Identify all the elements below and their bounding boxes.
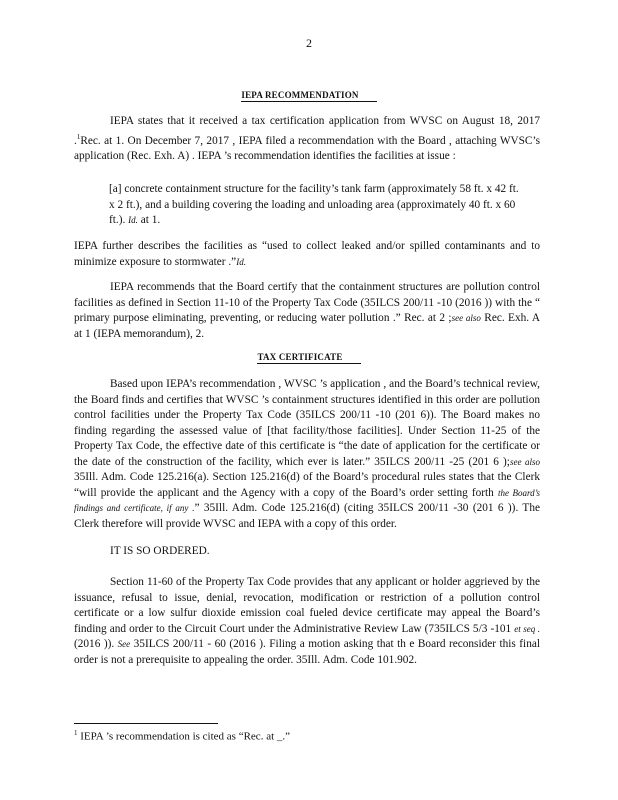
paragraph-iepa-received (74, 114, 540, 164)
paragraph-appeal-rights (74, 575, 540, 668)
block-quote-facilities (109, 182, 519, 229)
section-heading-tax (0, 352, 618, 364)
paragraph-board-finds (74, 377, 540, 532)
quote-citation-tail: at 1. (137, 214, 161, 226)
paragraph-text: Based upon IEPA’s recommendation , WVSC ’s application , and the Board’s technical review, the Board finds and certifies that WVSC ’s containment structures identified in this order are pollution control facilities under the Property Tax Code (35ILCS 200/11 -10 (201 6)). The Board makes no finding regarding the assessed value of [that facility/those facilities]. Under Section 11-25 of the Property Tax Code, the effective date of this certificate is “the date of application for the certificate or the date of the construction of the facility, which ever is later.” 35ILCS 200/11 -25 (201 6 ); (74, 378, 540, 468)
citation-italic: et seq . (514, 623, 540, 634)
paragraph-iepa-describes (74, 239, 540, 270)
footnote-reference: 1 (76, 132, 81, 141)
citation-italic: see also (509, 456, 540, 467)
ordered-line (74, 544, 540, 560)
paragraph-text: IEPA further describes the facilities as “used to collect leaked and/or spilled contaminants and to minimize exposure to stormwater .” (74, 240, 540, 268)
paragraph-text: Rec. Exh. A at 1 (IEPA memorandum), 2. (74, 312, 540, 340)
paragraph-text: IEPA recommends that the Board certify that the containment structures are pollution control facilities as defined in Section 11-10 of the Property Tax Code (35ILCS 200/11 -10 (2016 )) with the “ primary purpose eliminating, preventing, or reducing water pollution .” Rec. at 2 ; (74, 281, 540, 324)
paragraph-text: ” 35Ill. Adm. Code 125.216(d) (citing 35ILCS 200/11 -30 (201 6 )). The Clerk therefore will provide WVSC and IEPA with a copy of this order. (74, 502, 540, 530)
footnote-divider (74, 723, 218, 724)
paragraph-text: IEPA states that it received a tax certification application from WVSC on August 18, 2017 . (74, 115, 540, 147)
quote-text: [a] concrete containment structure for the facility’s tank farm (approximately 58 ft. x 42 ft. x 2 ft.), and a building covering the loading and unloading area (approximately 40 ft. x 60 ft.). (109, 183, 519, 226)
footnote-text: IEPA ’s recommendation is cited as “Rec. at _.” (77, 730, 291, 743)
paragraph-text: 35Ill. Adm. Code 125.216(a). Section 125.216(d) of the Board’s procedural rules states that the Clerk “will provide the applicant and the Agency with a copy of the Board’s order setting forth (74, 471, 540, 499)
citation-italic: see also (451, 313, 481, 323)
paragraph-text: Section 11-60 of the Property Tax Code provides that any applicant or holder aggrieved by the issuance, refusal to issue, denial, revocation, modification or restriction of a pollution control certificate or a low sulfur dioxide emission coal fueled device certificate may appeal the Board’s finding and order to the Circuit Court under the Administrative Review Law (735ILCS 5/3 -101 (74, 576, 540, 635)
paragraph-iepa-recommends (74, 280, 540, 342)
page-number: 2 (306, 36, 312, 50)
footnote (74, 729, 290, 743)
paragraph-text: (2016 )). (74, 638, 115, 650)
ordered-text: IT IS SO ORDERED. (110, 545, 210, 557)
section-heading-tax-text: TAX CERTIFICATE (257, 352, 360, 364)
section-heading-iepa-text: IEPA RECOMMENDATION (241, 90, 376, 102)
paragraph-text: 35ILCS 200/11 - 60 (2016 ). Filing a motion asking that th e Board reconsider this final order is not a prerequisite to appealing the order. 35Ill. Adm. Code 101.902. (74, 638, 540, 666)
footnote-marker: 1 (74, 729, 78, 737)
citation-italic: See (117, 639, 131, 649)
quote-italic: the Board’s findings and certificate, if any . (74, 487, 540, 513)
section-heading-iepa (0, 90, 618, 102)
quote-citation: Id. (128, 215, 138, 225)
paragraph-text: Rec. at 1. On December 7, 2017 , IEPA filed a recommendation with the Board , attaching WVSC’s application (Rec. Exh. A) . IEPA ’s recommendation identifies the facilities at issue : (74, 134, 540, 162)
citation-italic: Id. (236, 256, 246, 267)
